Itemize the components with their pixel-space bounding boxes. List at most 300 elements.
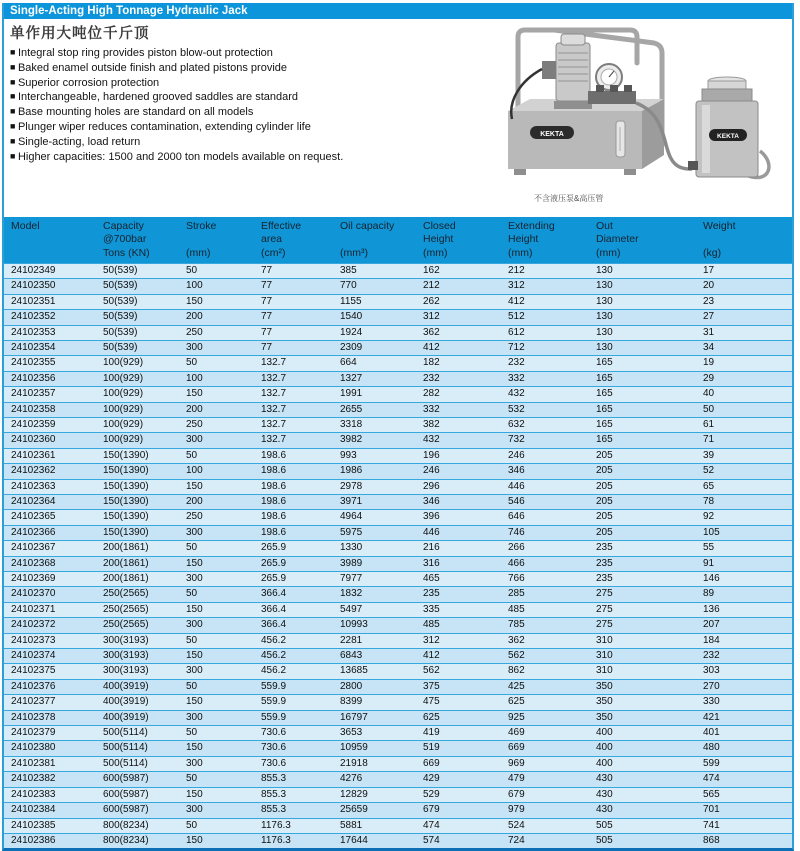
table-cell: 21918 (333, 756, 416, 771)
table-cell: 39 (696, 448, 792, 463)
table-cell: 300(3193) (96, 649, 179, 664)
table-row (4, 833, 792, 848)
table-cell: 17 (696, 263, 792, 278)
table-cell: 105 (696, 525, 792, 540)
table-cell: 10993 (333, 618, 416, 633)
col-header-effective-area: Effective area (cm²) (254, 217, 333, 263)
table-cell: 24102368 (4, 556, 96, 571)
table-cell: 132.7 (254, 402, 333, 417)
table-cell: 205 (589, 494, 696, 509)
table-row (4, 464, 792, 479)
table-cell: 24102374 (4, 649, 96, 664)
table-cell: 732 (501, 433, 589, 448)
table-cell: 34 (696, 340, 792, 355)
table-row (4, 664, 792, 679)
table-cell: 100(929) (96, 417, 179, 432)
table-cell: 532 (501, 402, 589, 417)
table-cell: 77 (254, 263, 333, 278)
table-cell: 198.6 (254, 494, 333, 509)
table-cell: 332 (416, 402, 501, 417)
table-cell: 625 (501, 695, 589, 710)
table-cell: 132.7 (254, 417, 333, 432)
table-cell: 766 (501, 572, 589, 587)
col-header-capacity: Capacity @700bar Tons (KN) (96, 217, 179, 263)
table-cell: 50 (179, 679, 254, 694)
table-cell: 165 (589, 387, 696, 402)
table-row (4, 756, 792, 771)
table-cell: 150 (179, 787, 254, 802)
table-row (4, 695, 792, 710)
table-cell: 265.9 (254, 556, 333, 571)
table-cell: 1991 (333, 387, 416, 402)
table-cell: 401 (696, 726, 792, 741)
table-cell: 19 (696, 356, 792, 371)
table-cell: 250(2565) (96, 602, 179, 617)
table-cell: 346 (416, 494, 501, 509)
brand-text: KEKTA (540, 131, 564, 138)
table-cell: 400 (589, 756, 696, 771)
table-cell: 50 (179, 633, 254, 648)
table-row (4, 387, 792, 402)
table-cell: 250 (179, 510, 254, 525)
table-cell: 150(1390) (96, 479, 179, 494)
table-cell: 50 (179, 587, 254, 602)
table-cell: 2978 (333, 479, 416, 494)
table-cell: 3653 (333, 726, 416, 741)
table-cell: 50(539) (96, 325, 179, 340)
table-cell: 1176.3 (254, 818, 333, 833)
table-row (4, 633, 792, 648)
table-cell: 130 (589, 279, 696, 294)
table-cell: 24102363 (4, 479, 96, 494)
table-cell: 785 (501, 618, 589, 633)
table-cell: 382 (416, 417, 501, 432)
table-row (4, 818, 792, 833)
table-cell: 346 (501, 464, 589, 479)
table-cell: 71 (696, 433, 792, 448)
table-cell: 275 (589, 602, 696, 617)
table-cell: 330 (696, 695, 792, 710)
table-cell: 165 (589, 371, 696, 386)
table-row (4, 510, 792, 525)
table-cell: 862 (501, 664, 589, 679)
table-cell: 332 (501, 371, 589, 386)
table-cell: 24102369 (4, 572, 96, 587)
table-cell: 5975 (333, 525, 416, 540)
table-cell: 100 (179, 371, 254, 386)
table-cell: 24102385 (4, 818, 96, 833)
table-cell: 235 (589, 572, 696, 587)
table-cell: 712 (501, 340, 589, 355)
table-cell: 246 (501, 448, 589, 463)
table-cell: 78 (696, 494, 792, 509)
table-cell: 13685 (333, 664, 416, 679)
table-cell: 207 (696, 618, 792, 633)
table-cell: 2281 (333, 633, 416, 648)
table-cell: 505 (589, 818, 696, 833)
table-cell: 432 (416, 433, 501, 448)
pump-tank (508, 99, 664, 175)
table-cell: 24102382 (4, 772, 96, 787)
table-cell: 24102372 (4, 618, 96, 633)
table-cell: 52 (696, 464, 792, 479)
table-row (4, 541, 792, 556)
table-cell: 50 (179, 448, 254, 463)
table-cell: 24102352 (4, 310, 96, 325)
product-photo (478, 23, 780, 215)
table-cell: 300(3193) (96, 664, 179, 679)
table-cell: 130 (589, 340, 696, 355)
pump-motor (542, 34, 592, 109)
catalog-page (2, 3, 794, 851)
table-row (4, 710, 792, 725)
table-cell: 198.6 (254, 464, 333, 479)
table-cell: 24102358 (4, 402, 96, 417)
table-row (4, 325, 792, 340)
table-cell: 55 (696, 541, 792, 556)
table-row (4, 572, 792, 587)
table-cell: 600(5987) (96, 787, 179, 802)
table-cell: 350 (589, 679, 696, 694)
table-cell: 24102354 (4, 340, 96, 355)
table-cell: 1155 (333, 294, 416, 309)
table-cell: 150 (179, 695, 254, 710)
table-cell: 3989 (333, 556, 416, 571)
feature-item: ■ Superior corrosion protection (10, 76, 792, 91)
table-cell: 303 (696, 664, 792, 679)
table-cell: 132.7 (254, 356, 333, 371)
table-cell: 24102384 (4, 803, 96, 818)
table-cell: 275 (589, 618, 696, 633)
table-cell: 24102379 (4, 726, 96, 741)
table-row (4, 618, 792, 633)
table-cell: 91 (696, 556, 792, 571)
table-cell: 300(3193) (96, 633, 179, 648)
table-cell: 485 (501, 602, 589, 617)
table-cell: 316 (416, 556, 501, 571)
table-cell: 466 (501, 556, 589, 571)
table-cell: 24102349 (4, 263, 96, 278)
table-row (4, 371, 792, 386)
table-cell: 25659 (333, 803, 416, 818)
table-cell: 100(929) (96, 387, 179, 402)
table-cell: 24102371 (4, 602, 96, 617)
table-cell: 23 (696, 294, 792, 309)
table-cell: 50(539) (96, 294, 179, 309)
table-cell: 335 (416, 602, 501, 617)
table-row (4, 726, 792, 741)
table-cell: 212 (416, 279, 501, 294)
col-header-model: Model (4, 217, 96, 263)
table-cell: 2655 (333, 402, 416, 417)
table-cell: 362 (416, 325, 501, 340)
table-cell: 50 (179, 818, 254, 833)
table-cell: 2800 (333, 679, 416, 694)
table-cell: 10959 (333, 741, 416, 756)
table-row (4, 433, 792, 448)
table-cell: 250(2565) (96, 587, 179, 602)
spec-table-header (4, 217, 792, 263)
table-cell: 24102386 (4, 833, 96, 848)
table-cell: 50(539) (96, 263, 179, 278)
table-cell: 746 (501, 525, 589, 540)
col-header-weight: Weight (kg) (696, 217, 792, 263)
table-cell: 600(5987) (96, 803, 179, 818)
table-cell: 150(1390) (96, 448, 179, 463)
table-cell: 519 (416, 741, 501, 756)
table-cell: 366.4 (254, 602, 333, 617)
table-cell: 200(1861) (96, 556, 179, 571)
table-cell: 150 (179, 602, 254, 617)
table-cell: 262 (416, 294, 501, 309)
table-row (4, 556, 792, 571)
table-cell: 6843 (333, 649, 416, 664)
feature-item: ■ Base mounting holes are standard on all models (10, 105, 792, 120)
table-cell: 430 (589, 772, 696, 787)
table-cell: 3971 (333, 494, 416, 509)
table-cell: 312 (416, 310, 501, 325)
feature-item: ■ Baked enamel outside finish and plated pistons provide (10, 61, 792, 76)
table-cell: 412 (416, 649, 501, 664)
table-row (4, 787, 792, 802)
table-cell: 29 (696, 371, 792, 386)
table-cell: 456.2 (254, 633, 333, 648)
table-cell: 1176.3 (254, 833, 333, 848)
table-row (4, 803, 792, 818)
table-cell: 232 (501, 356, 589, 371)
table-cell: 235 (589, 556, 696, 571)
table-cell: 565 (696, 787, 792, 802)
subtitle-chinese: 单作用大吨位千斤顶 (10, 26, 150, 42)
table-cell: 421 (696, 710, 792, 725)
table-cell: 24102373 (4, 633, 96, 648)
table-cell: 31 (696, 325, 792, 340)
table-cell: 50(539) (96, 340, 179, 355)
table-row (4, 525, 792, 540)
table-cell: 24102378 (4, 710, 96, 725)
table-cell: 430 (589, 787, 696, 802)
col-header-closed-height: Closed Height (mm) (416, 217, 501, 263)
table-cell: 92 (696, 510, 792, 525)
col-header-stroke: Stroke (mm) (179, 217, 254, 263)
table-cell: 679 (501, 787, 589, 802)
table-cell: 24102367 (4, 541, 96, 556)
table-cell: 24102380 (4, 741, 96, 756)
table-cell: 100 (179, 464, 254, 479)
cylinder-unit (688, 77, 758, 177)
table-cell: 77 (254, 340, 333, 355)
table-cell: 505 (589, 833, 696, 848)
table-cell: 130 (589, 325, 696, 340)
table-cell: 559.9 (254, 695, 333, 710)
table-cell: 165 (589, 402, 696, 417)
table-cell: 24102377 (4, 695, 96, 710)
table-cell: 500(5114) (96, 756, 179, 771)
table-row (4, 741, 792, 756)
table-cell: 7977 (333, 572, 416, 587)
table-cell: 701 (696, 803, 792, 818)
table-cell: 474 (416, 818, 501, 833)
feature-item: ■ Integral stop ring provides piston blow-out protection (10, 46, 792, 61)
table-cell: 246 (416, 464, 501, 479)
col-header-extending-height: Extending Height (mm) (501, 217, 589, 263)
table-row (4, 263, 792, 278)
table-cell: 479 (501, 772, 589, 787)
table-cell: 275 (589, 587, 696, 602)
table-cell: 165 (589, 356, 696, 371)
table-cell: 993 (333, 448, 416, 463)
table-cell: 266 (501, 541, 589, 556)
table-cell: 198.6 (254, 510, 333, 525)
table-cell: 205 (589, 464, 696, 479)
table-cell: 17644 (333, 833, 416, 848)
table-cell: 205 (589, 525, 696, 540)
table-cell: 150(1390) (96, 494, 179, 509)
table-cell: 562 (416, 664, 501, 679)
table-cell: 469 (501, 726, 589, 741)
table-cell: 396 (416, 510, 501, 525)
feature-item: ■ Single-acting, load return (10, 135, 792, 150)
table-cell: 400 (589, 741, 696, 756)
table-cell: 400(3919) (96, 695, 179, 710)
table-cell: 366.4 (254, 618, 333, 633)
table-cell: 165 (589, 417, 696, 432)
table-cell: 77 (254, 310, 333, 325)
table-cell: 632 (501, 417, 589, 432)
table-cell: 24102375 (4, 664, 96, 679)
table-cell: 310 (589, 664, 696, 679)
table-cell: 429 (416, 772, 501, 787)
table-cell: 50 (696, 402, 792, 417)
table-cell: 599 (696, 756, 792, 771)
table-cell: 529 (416, 787, 501, 802)
table-cell: 216 (416, 541, 501, 556)
table-cell: 205 (589, 479, 696, 494)
table-cell: 446 (501, 479, 589, 494)
table-cell: 89 (696, 587, 792, 602)
table-cell: 50(539) (96, 279, 179, 294)
table-cell: 724 (501, 833, 589, 848)
hydraulic-pump-and-cylinder-illustration (478, 23, 780, 191)
table-cell: 150 (179, 294, 254, 309)
table-cell: 12829 (333, 787, 416, 802)
table-cell: 200(1861) (96, 541, 179, 556)
table-cell: 250 (179, 417, 254, 432)
table-cell: 198.6 (254, 525, 333, 540)
table-cell: 162 (416, 263, 501, 278)
table-cell: 500(5114) (96, 741, 179, 756)
table-cell: 664 (333, 356, 416, 371)
table-cell: 132.7 (254, 371, 333, 386)
table-cell: 562 (501, 649, 589, 664)
table-cell: 250(2565) (96, 618, 179, 633)
table-cell: 1924 (333, 325, 416, 340)
table-cell: 182 (416, 356, 501, 371)
table-cell: 612 (501, 325, 589, 340)
table-cell: 300 (179, 433, 254, 448)
table-cell: 50 (179, 263, 254, 278)
table-cell: 27 (696, 310, 792, 325)
feature-item: ■ Interchangeable, hardened grooved saddles are standard (10, 90, 792, 105)
table-cell: 1540 (333, 310, 416, 325)
table-cell: 456.2 (254, 649, 333, 664)
page-title: Single-Acting High Tonnage Hydraulic Jack (4, 3, 792, 19)
table-cell: 100(929) (96, 433, 179, 448)
table-cell: 741 (696, 818, 792, 833)
table-cell: 77 (254, 325, 333, 340)
table-cell: 20 (696, 279, 792, 294)
table-cell: 646 (501, 510, 589, 525)
table-cell: 474 (696, 772, 792, 787)
table-cell: 400(3919) (96, 710, 179, 725)
table-row (4, 649, 792, 664)
table-cell: 465 (416, 572, 501, 587)
table-cell: 400 (589, 726, 696, 741)
table-cell: 61 (696, 417, 792, 432)
table-cell: 385 (333, 263, 416, 278)
table-cell: 366.4 (254, 587, 333, 602)
table-cell: 574 (416, 833, 501, 848)
table-cell: 130 (589, 263, 696, 278)
brand-text: KEKTA (717, 133, 739, 140)
table-cell: 312 (501, 279, 589, 294)
table-cell: 730.6 (254, 756, 333, 771)
table-cell: 969 (501, 756, 589, 771)
table-cell: 198.6 (254, 479, 333, 494)
table-cell: 232 (416, 371, 501, 386)
table-cell: 1330 (333, 541, 416, 556)
table-cell: 24102355 (4, 356, 96, 371)
table-cell: 419 (416, 726, 501, 741)
spec-table (4, 217, 792, 848)
table-cell: 198.6 (254, 448, 333, 463)
feature-item: ■ Plunger wiper reduces contamination, extending cylinder life (10, 120, 792, 135)
table-cell: 669 (416, 756, 501, 771)
table-cell: 559.9 (254, 710, 333, 725)
table-cell: 300 (179, 618, 254, 633)
table-cell: 310 (589, 633, 696, 648)
table-cell: 24102353 (4, 325, 96, 340)
table-cell: 235 (589, 541, 696, 556)
table-cell: 2309 (333, 340, 416, 355)
table-cell: 24102356 (4, 371, 96, 386)
table-cell: 77 (254, 294, 333, 309)
table-cell: 24102365 (4, 510, 96, 525)
table-cell: 925 (501, 710, 589, 725)
table-cell: 855.3 (254, 772, 333, 787)
table-cell: 400(3919) (96, 679, 179, 694)
table-cell: 300 (179, 710, 254, 725)
table-cell: 3982 (333, 433, 416, 448)
table-cell: 282 (416, 387, 501, 402)
table-cell: 1986 (333, 464, 416, 479)
table-row (4, 679, 792, 694)
table-cell: 235 (416, 587, 501, 602)
table-cell: 270 (696, 679, 792, 694)
table-cell: 130 (589, 310, 696, 325)
table-cell: 265.9 (254, 541, 333, 556)
table-cell: 24102370 (4, 587, 96, 602)
table-cell: 150 (179, 649, 254, 664)
table-cell: 165 (589, 433, 696, 448)
table-cell: 625 (416, 710, 501, 725)
table-cell: 65 (696, 479, 792, 494)
table-cell: 232 (696, 649, 792, 664)
table-row (4, 479, 792, 494)
table-cell: 24102362 (4, 464, 96, 479)
table-cell: 300 (179, 664, 254, 679)
table-cell: 24102357 (4, 387, 96, 402)
